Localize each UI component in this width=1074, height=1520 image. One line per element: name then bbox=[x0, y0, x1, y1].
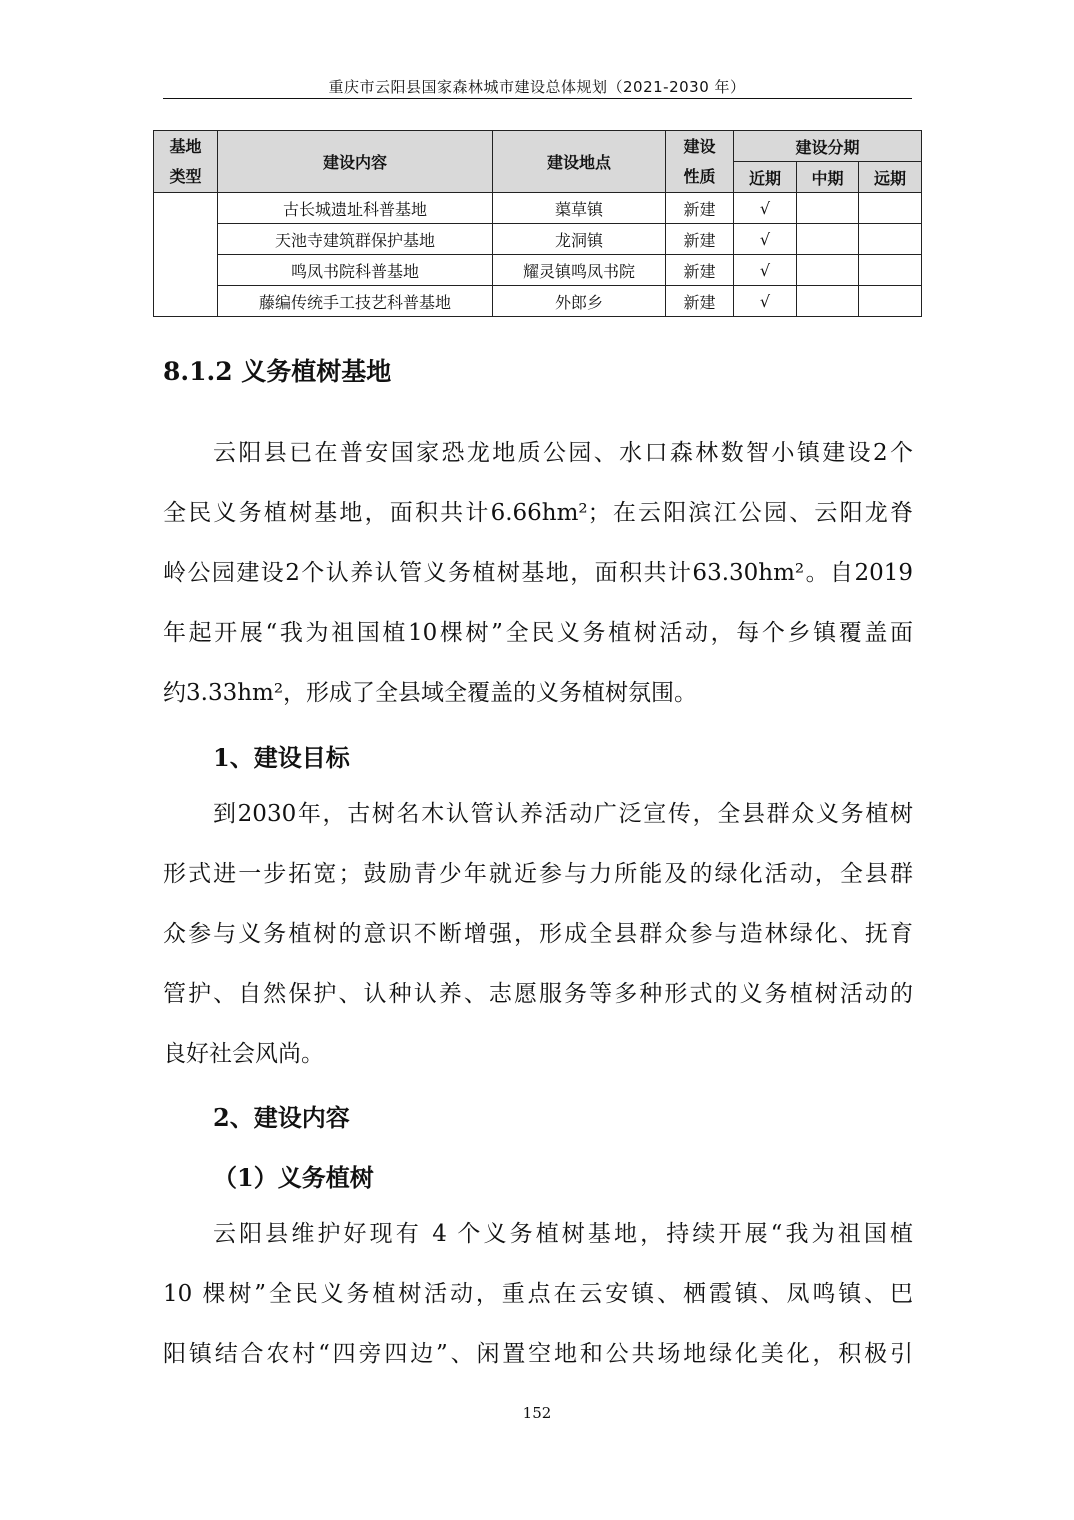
text-line: 约3.33hm²，形成了全县域全覆盖的义务植树氛围。 bbox=[163, 680, 698, 706]
cell-content: 天池寺建筑群保护基地 bbox=[218, 224, 493, 255]
cell-content: 古长城遗址科普基地 bbox=[218, 193, 493, 224]
cell-mid bbox=[797, 224, 859, 255]
cell-nature: 新建 bbox=[666, 224, 734, 255]
text-line: 岭公园建设2个认养认管义务植树基地，面积共计63.30hm²。自2019 bbox=[163, 560, 913, 586]
text-line: 阳镇结合农村“四旁四边”、闲置空地和公共场地绿化美化，积极引 bbox=[163, 1341, 913, 1367]
cell-location: 耀灵镇鸣凤书院 bbox=[493, 255, 666, 286]
content-paragraph bbox=[163, 1204, 913, 1384]
page-number: 152 bbox=[522, 1404, 552, 1422]
sub-heading: （1）义务植树 bbox=[213, 1163, 374, 1192]
cell-far bbox=[859, 224, 922, 255]
cell-far bbox=[859, 286, 922, 317]
header-near: 近期 bbox=[734, 162, 797, 193]
header-far: 远期 bbox=[859, 162, 922, 193]
text-line: 到2030年，古树名木认管认养活动广泛宣传，全县群众义务植树 bbox=[213, 801, 913, 827]
text-line: 10 棵树”全民义务植树活动，重点在云安镇、栖霞镇、凤鸣镇、巴 bbox=[163, 1281, 913, 1307]
table-row bbox=[154, 224, 922, 255]
header-rule bbox=[163, 98, 912, 99]
cell-content: 鸣凤书院科普基地 bbox=[218, 255, 493, 286]
cell-near: √ bbox=[734, 193, 797, 224]
text-line: 良好社会风尚。 bbox=[163, 1041, 324, 1067]
text-line: 云阳县已在普安国家恐龙地质公园、水口森林数智小镇建设2个 bbox=[213, 440, 913, 466]
base-type-cell bbox=[154, 193, 218, 317]
text-line: 管护、自然保护、认种认养、志愿服务等多种形式的义务植树活动的 bbox=[163, 981, 913, 1007]
cell-near: √ bbox=[734, 224, 797, 255]
header-base-type: 基地 类型 bbox=[154, 131, 218, 193]
construction-table bbox=[153, 130, 922, 317]
cell-nature: 新建 bbox=[666, 193, 734, 224]
cell-far bbox=[859, 193, 922, 224]
cell-mid bbox=[797, 255, 859, 286]
header-content: 建设内容 bbox=[218, 131, 493, 193]
cell-location: 外郎乡 bbox=[493, 286, 666, 317]
text-line: 形式进一步拓宽；鼓励青少年就近参与力所能及的绿化活动，全县群 bbox=[163, 861, 913, 887]
cell-mid bbox=[797, 193, 859, 224]
content-heading: 2、建设内容 bbox=[213, 1103, 350, 1132]
cell-mid bbox=[797, 286, 859, 317]
header-nature: 建设 性质 bbox=[666, 131, 734, 193]
section-heading: 8.1.2 义务植树基地 bbox=[163, 357, 392, 386]
page-header-title: 重庆市云阳县国家森林城市建设总体规划（2021-2030 年） bbox=[328, 78, 746, 96]
intro-paragraph bbox=[163, 423, 913, 723]
cell-far bbox=[859, 255, 922, 286]
text-line: 年起开展“我为祖国植10棵树”全民义务植树活动，每个乡镇覆盖面 bbox=[163, 620, 913, 646]
table-row bbox=[154, 193, 922, 224]
cell-near: √ bbox=[734, 255, 797, 286]
goal-heading: 1、建设目标 bbox=[213, 743, 350, 772]
text-line: 全民义务植树基地，面积共计6.66hm²；在云阳滨江公园、云阳龙脊 bbox=[163, 500, 913, 526]
goal-paragraph bbox=[163, 784, 913, 1084]
cell-near: √ bbox=[734, 286, 797, 317]
cell-nature: 新建 bbox=[666, 286, 734, 317]
header-phase: 建设分期 bbox=[734, 131, 922, 162]
cell-location: 龙洞镇 bbox=[493, 224, 666, 255]
text-line: 众参与义务植树的意识不断增强，形成全县群众参与造林绿化、抚育 bbox=[163, 921, 913, 947]
header-location: 建设地点 bbox=[493, 131, 666, 193]
cell-content: 藤编传统手工技艺科普基地 bbox=[218, 286, 493, 317]
table-row bbox=[154, 286, 922, 317]
table-row bbox=[154, 255, 922, 286]
cell-location: 蕖草镇 bbox=[493, 193, 666, 224]
cell-nature: 新建 bbox=[666, 255, 734, 286]
text-line: 云阳县维护好现有 4 个义务植树基地，持续开展“我为祖国植 bbox=[213, 1221, 913, 1247]
header-mid: 中期 bbox=[797, 162, 859, 193]
